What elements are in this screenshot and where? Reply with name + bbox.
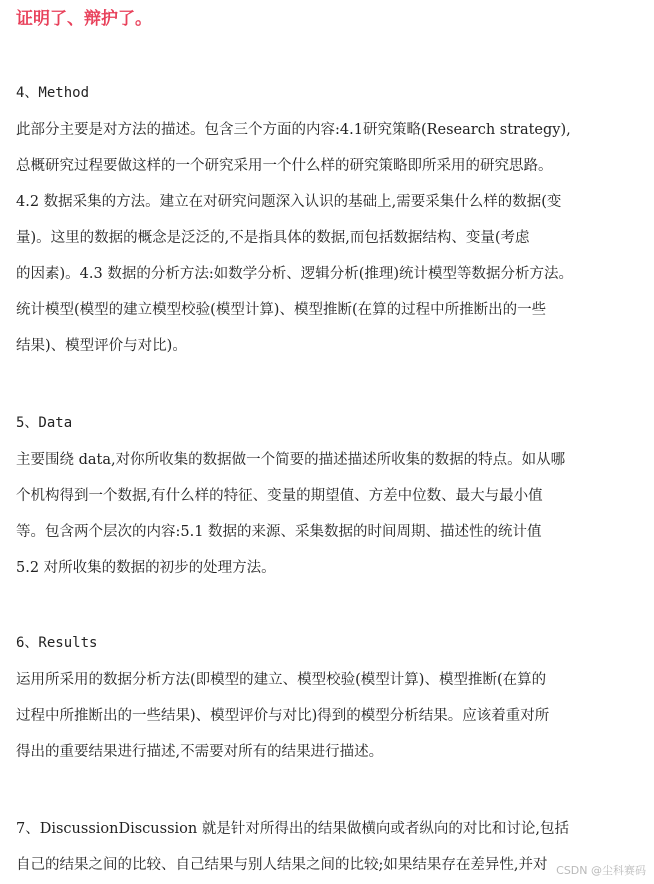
conclusion-heading: 证明了、辩护了。 <box>16 9 152 29</box>
section-title-data: 5、Data <box>16 415 73 431</box>
paragraph-line: 总概研究过程要做这样的一个研究采用一个什么样的研究策略即所采用的研究思路。 <box>16 158 553 174</box>
csdn-watermark: CSDN @尘科赛码 <box>556 864 646 877</box>
paragraph-line: 运用所采用的数据分析方法(即模型的建立、模型校验(模型计算)、模型推断(在算的 <box>16 672 547 688</box>
paragraph-line: 此部分主要是对方法的描述。包含三个方面的内容:4.1研究策略(Research strategy), <box>16 122 571 138</box>
paragraph-line: 得出的重要结果进行描述,不需要对所有的结果进行描述。 <box>16 744 384 760</box>
paragraph-line: 统计模型(模型的建立模型校验(模型计算)、模型推断(在算的过程中所推断出的一些 <box>16 302 547 318</box>
paragraph-line: 个机构得到一个数据,有什么样的特征、变量的期望值、方差中位数、最大与最小值 <box>16 488 543 504</box>
paragraph-line: 5.2 对所收集的数据的初步的处理方法。 <box>16 560 276 576</box>
section-title-discussion: 7、DiscussionDiscussion 就是针对所得出的结果做横向或者纵向的对比和讨论,包括 <box>16 821 569 837</box>
paragraph-line: 量)。这里的数据的概念是泛泛的,不是指具体的数据,而包括数据结构、变量(考虑 <box>16 230 530 246</box>
paragraph-line: 4.2 数据采集的方法。建立在对研究问题深入认识的基础上,需要采集什么样的数据(变 <box>16 194 562 210</box>
paragraph-line: 等。包含两个层次的内容:5.1 数据的来源、采集数据的时间周期、描述性的统计值 <box>16 524 542 540</box>
section-title-results: 6、Results <box>16 635 98 651</box>
paragraph-line: 的因素)。4.3 数据的分析方法:如数学分析、逻辑分析(推理)统计模型等数据分析方法。 <box>16 266 574 282</box>
paragraph-line: 主要围绕 data,对你所收集的数据做一个简要的描述描述所收集的数据的特点。如从哪 <box>16 452 566 468</box>
paragraph-line: 结果)、模型评价与对比)。 <box>16 338 187 354</box>
paragraph-line: 自己的结果之间的比较、自己结果与别人结果之间的比较;如果结果存在差异性,并对 <box>16 857 548 873</box>
paragraph-line: 过程中所推断出的一些结果)、模型评价与对比)得到的模型分析结果。应该着重对所 <box>16 708 550 724</box>
section-title-method: 4、Method <box>16 85 90 101</box>
